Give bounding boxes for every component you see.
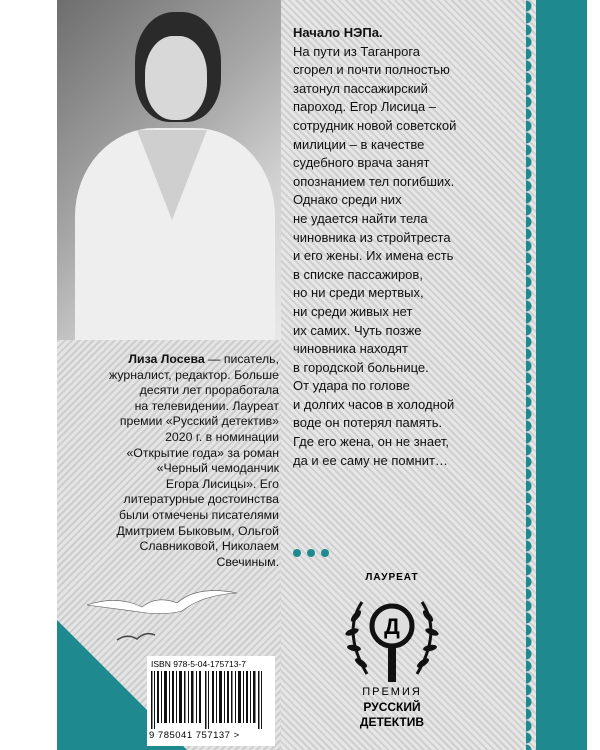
bio-line: «Открытие года» за роман xyxy=(126,445,279,460)
decorative-dots xyxy=(293,544,335,562)
award-title-line2: ДЕТЕКТИВ xyxy=(359,715,425,729)
synopsis-line: затонул пассажирский xyxy=(293,80,428,96)
synopsis-line: сотрудник новой советской xyxy=(293,117,457,133)
dot-icon xyxy=(321,549,329,557)
book-synopsis xyxy=(293,24,525,470)
barcode-bars xyxy=(151,671,271,729)
synopsis-line: и его жены. Их имена есть xyxy=(293,248,454,264)
synopsis-line: их самих. Чуть позже xyxy=(293,322,422,338)
bio-line: десяти лет проработала xyxy=(139,383,279,398)
synopsis-line: судебного врача занят xyxy=(293,155,430,171)
synopsis-line: но ни среди мертвых, xyxy=(293,285,424,301)
bio-line: журналист, редактор. Больше xyxy=(108,367,279,382)
scalloped-edge xyxy=(526,0,540,750)
synopsis-line: Однако среди них xyxy=(293,192,402,208)
synopsis-line: ни среди живых нет xyxy=(293,303,413,319)
synopsis-line: воде он потерял память. xyxy=(293,415,443,431)
award-badge xyxy=(312,564,472,750)
author-photo-face xyxy=(145,36,207,120)
bio-line: «Черный чемоданчик xyxy=(156,461,279,476)
bio-line: — писатель, xyxy=(204,352,279,366)
award-premia: ПРЕМИЯ xyxy=(362,686,422,698)
award-title-line1: РУССКИЙ xyxy=(363,700,421,714)
isbn-number: ISBN 978-5-04-175713-7 xyxy=(151,659,246,669)
synopsis-line: да и ее саму не помнит… xyxy=(293,452,448,468)
synopsis-line: чиновника из стройтреста xyxy=(293,229,451,245)
synopsis-line: На пути из Таганрога xyxy=(293,43,421,59)
bio-line: премии «Русский детектив» xyxy=(119,414,279,429)
dot-icon xyxy=(293,549,301,557)
author-name: Лиза Лосева xyxy=(128,352,205,366)
synopsis-line: пароход. Егор Лисица – xyxy=(293,99,436,115)
synopsis-line: чиновника находят xyxy=(293,341,408,357)
synopsis-line: не удается найти тела xyxy=(293,210,428,226)
bio-line: Славниковой, Николаем xyxy=(139,539,279,554)
synopsis-line: в городской больнице. xyxy=(293,359,429,375)
bio-line: литературные достоинства xyxy=(123,492,279,507)
bio-line: 2020 г. в номинации xyxy=(165,429,279,444)
bio-line: на телевидении. Лауреат xyxy=(134,398,279,413)
barcode-digits: 9 785041 757137 > xyxy=(149,730,240,741)
dot-icon xyxy=(307,549,315,557)
award-letter: Д xyxy=(384,614,400,639)
synopsis-line: сгорел и почти полностью xyxy=(293,62,450,78)
teal-spine-strip xyxy=(536,0,587,750)
synopsis-line: Где его жена, он не знает, xyxy=(293,434,450,450)
author-photo xyxy=(57,0,281,340)
synopsis-heading: Начало НЭПа. xyxy=(293,25,383,40)
isbn-barcode xyxy=(147,656,275,746)
laurel-magnifier-icon xyxy=(312,582,472,702)
book-back-cover xyxy=(57,0,587,750)
synopsis-line: и долгих часов в холодной xyxy=(293,396,455,412)
bio-line: Дмитрием Быковым, Ольгой xyxy=(116,523,279,538)
bio-line: Егора Лисицы». Его xyxy=(165,476,279,491)
bio-line: были отмечены писателями xyxy=(118,507,279,522)
author-bio xyxy=(77,352,279,570)
synopsis-line: опознанием тел погибших. xyxy=(293,173,455,189)
bio-line: Свечиным. xyxy=(216,554,279,569)
synopsis-line: милиции – в качестве xyxy=(293,136,425,152)
synopsis-line: в списке пассажиров, xyxy=(293,266,423,282)
synopsis-line: От удара по голове xyxy=(293,378,410,394)
award-laureat-label: ЛАУРЕАТ xyxy=(365,572,419,583)
